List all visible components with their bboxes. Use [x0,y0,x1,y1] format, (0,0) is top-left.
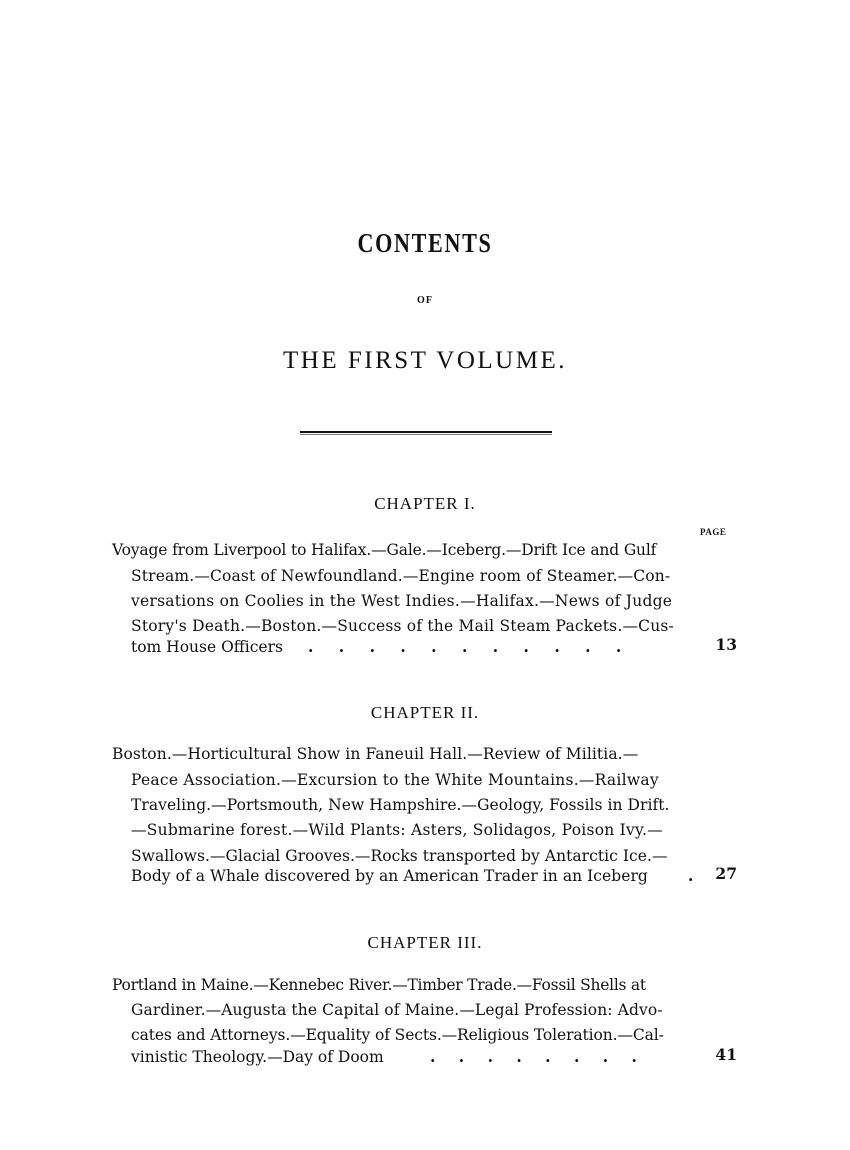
chapter-summary-line: versations on Coolies in the West Indies.—Halifax.—News of Judge [131,592,673,610]
chapter-summary-line: Swallows.—Glacial Grooves.—Rocks transported by Antarctic Ice.— [131,847,668,865]
page-number: 41 [715,1045,737,1064]
chapter-summary-line: Traveling.—Portsmouth, New Hampshire.—Geology, Fossils in Drift. [131,796,670,814]
chapter-summary-line: tom House Officers [131,638,283,656]
chapter-summary-line: Stream.—Coast of Newfoundland.—Engine room of Steamer.—Con- [131,567,671,585]
contents-title: CONTENTS [357,228,493,258]
dot-leader: . [688,866,694,885]
chapter-summary-line: Portland in Maine.—Kennebec River.—Timber Trade.—Fossil Shells at [112,976,646,994]
chapter-heading: CHAPTER II. [370,703,480,722]
chapter-summary-line: cates and Attorneys.—Equality of Sects.—Religious Toleration.—Cal- [131,1026,664,1044]
chapter-summary-line: —Submarine forest.—Wild Plants: Asters, Solidagos, Poison Ivy.— [131,821,663,839]
chapter-summary-line: Boston.—Horticultural Show in Faneuil Hall.—Review of Militia.— [112,745,639,763]
volume-title: THE FIRST VOLUME. [283,347,567,374]
chapter-summary-line: Body of a Whale discovered by an American Trader in an Iceberg [131,867,648,885]
title-rule-divider [300,431,552,433]
dot-leader: . . . . . . . . [430,1047,637,1066]
page-number: 13 [715,635,737,654]
chapter-summary-line: Voyage from Liverpool to Halifax.—Gale.—Iceberg.—Drift Ice and Gulf [112,541,657,559]
chapter-heading: CHAPTER I. [374,494,476,513]
chapter-heading: CHAPTER III. [367,933,483,952]
page-column-label: PAGE [700,527,727,537]
chapter-summary-line: Peace Association.—Excursion to the White Mountains.—Railway [131,771,659,789]
page-number: 27 [715,864,737,883]
dot-leader: . . . . . . . . . . . [308,637,622,656]
chapter-summary-line: Story's Death.—Boston.—Success of the Mail Steam Packets.—Cus- [131,617,674,635]
chapter-summary-line: vinistic Theology.—Day of Doom [131,1048,384,1066]
chapter-summary-line: Gardiner.—Augusta the Capital of Maine.—Legal Profession: Advo- [131,1001,663,1019]
title-of-word: OF [417,295,433,306]
